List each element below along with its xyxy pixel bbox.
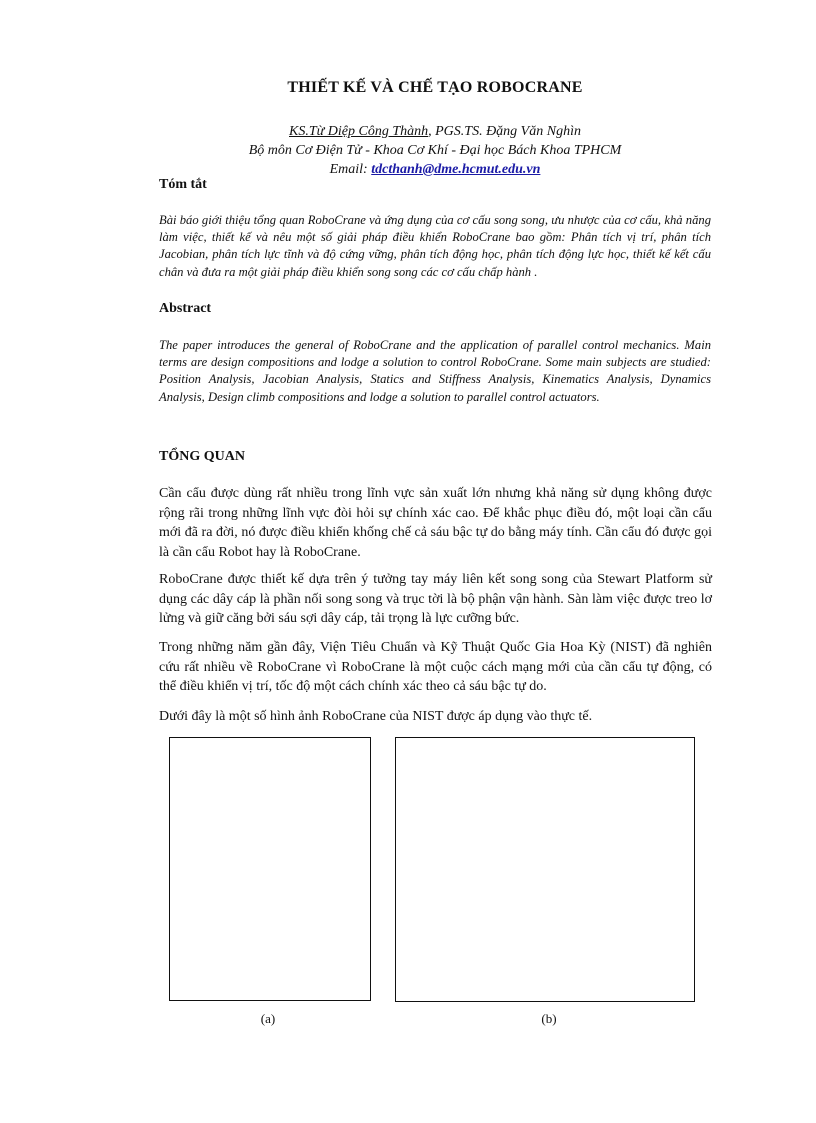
paragraph-4: Dưới đây là một số hình ảnh RoboCrane của NIST được áp dụng vào thực tế. (159, 709, 593, 724)
author-separator: , (428, 124, 436, 139)
affiliation: Bộ môn Cơ Điện Tử - Khoa Cơ Khí - Đại học Bách Khoa TPHCM (248, 143, 622, 158)
paragraph-2: RoboCrane được thiết kế dựa trên ý tưởng tay máy liên kết song song của Stewart Platform sử dụng các dây cáp là phần nối song song và trục tời là bộ phận vận hành. Sàn làm việc được treo lơ lửng và giữ căng bởi sáu sợi dây cáp, tải trọng là lực cưỡng bức. (159, 572, 712, 627)
email-label: Email: (329, 162, 372, 177)
paper-title: THIẾT KẾ VÀ CHẾ TẠO ROBOCRANE (287, 79, 583, 96)
paragraph-1: Cần cẩu được dùng rất nhiều trong lĩnh vực sản xuất lớn nhưng khả năng sử dụng không được rộng rãi trong những lĩnh vực đòi hỏi sự chính xác cao. Để khắc phục điều đó, một loại cần cẩu mới đã ra đời, nó được điều khiển khống chế cả sáu bậc tự do bằng máy tính. Cần cẩu đó được gọi là cần cẩu Robot hay là RoboCrane. (159, 486, 712, 560)
author-1: KS.Từ Diệp Công Thành (289, 124, 429, 139)
figure-a-caption: (a) (260, 1011, 276, 1026)
figure-b-caption: (b) (541, 1011, 557, 1026)
section-heading: TỔNG QUAN (159, 449, 245, 464)
email-link[interactable]: tdcthanh@dme.hcmut.edu.vn (371, 162, 541, 177)
tom-tat-text: Bài báo giới thiệu tổng quan RoboCrane và ứng dụng của cơ cấu song song, ưu nhược của cơ cấu, khả năng làm việc, thiết kế và nêu một số giải pháp điều khiển RoboCrane bao gồm: Phân tích vị trí, phân tích Jacobian, phân tích lực tĩnh và độ cứng vững, phân tích động học, phân tích động lực học, thiết kế kết cấu chân và đưa ra một giải pháp điều khiển song song các cơ cấu chấp hành . (159, 213, 711, 279)
figure-b-image (395, 737, 695, 1002)
author-line (0, 122, 816, 141)
author-2: PGS.TS. Đặng Văn Nghìn (435, 124, 581, 139)
abstract-text: The paper introduces the general of RoboCrane and the application of parallel control mechanics. Main terms are design compositions and lodge a solution to control RoboCrane. Some main subjects are studied: Position Analysis, Jacobian Analysis, Statics and Stiffness Analysis, Kinematics Analysis, Dynamics Analysis, Design climb compositions and lodge a solution to parallel control actuators. (159, 338, 711, 404)
paragraph-3: Trong những năm gần đây, Viện Tiêu Chuẩn và Kỹ Thuật Quốc Gia Hoa Kỳ (NIST) đã nghiên cứu rất nhiều về RoboCrane vì RoboCrane là một cuộc cách mạng mới của cần cẩu tự động, có thể điều khiển vị trí, tốc độ một cách chính xác theo cả sáu bậc tự do. (159, 640, 712, 695)
tom-tat-heading: Tóm tắt (159, 177, 207, 192)
author-block (0, 122, 816, 179)
abstract-heading: Abstract (159, 301, 212, 316)
email-line (0, 160, 816, 179)
figure-a-image (169, 737, 371, 1001)
